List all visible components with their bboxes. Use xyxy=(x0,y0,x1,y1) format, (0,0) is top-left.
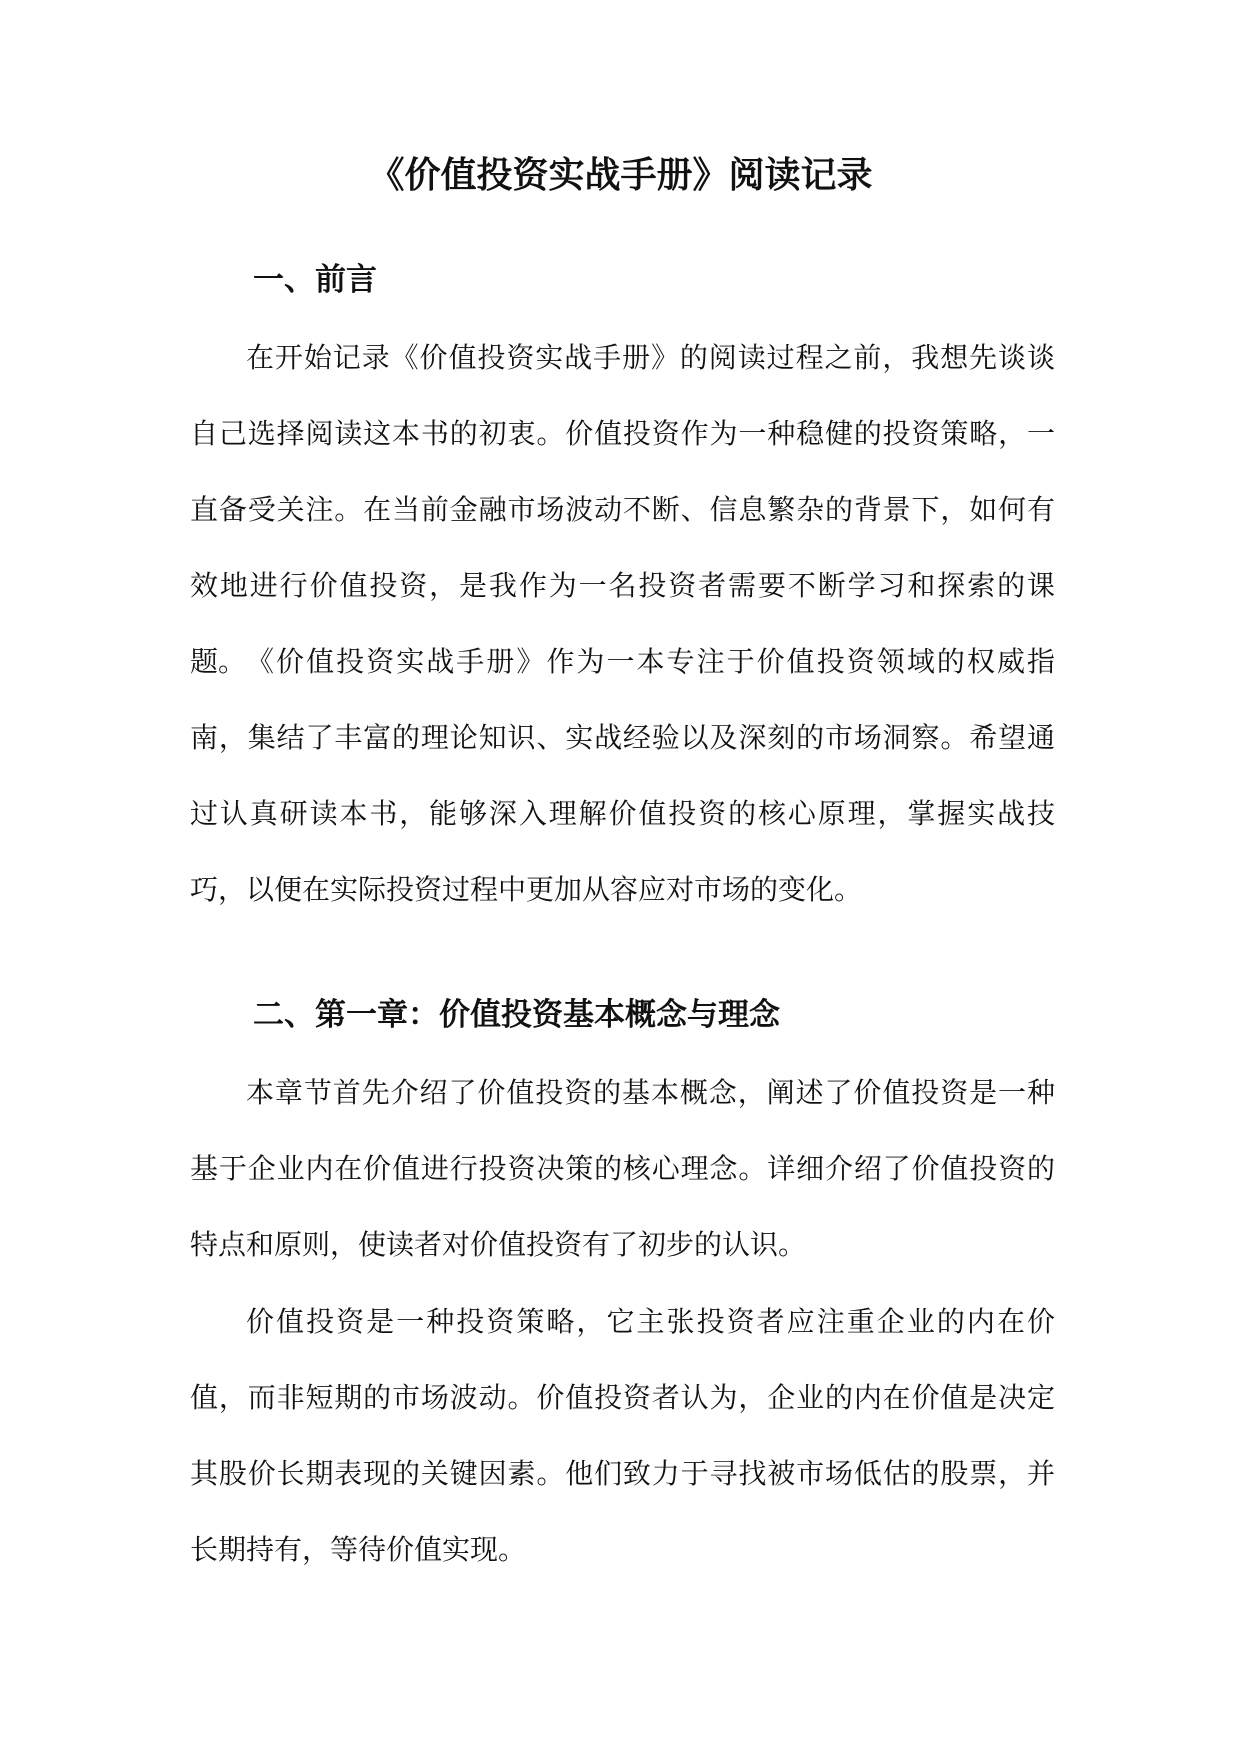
section-heading-chapter-one: 二、第一章：价值投资基本概念与理念 xyxy=(253,997,780,1033)
section-heading-preface: 一、前言 xyxy=(253,262,377,298)
paragraph: 本章节首先介绍了价值投资的基本概念，阐述了价值投资是一种基于企业内在价值进行投资决策的核心理念。详细介绍了价值投资的特点和原则，使读者对价值投资有了初步的认识。 xyxy=(190,1076,1055,1261)
paragraph: 《价值投资实战手册》作为一本专注于价值投资领域的权威指南，集结了丰富的理论知识、实战经验以及深刻的市场洞察。希望通过认真研读本书，能够深入理解价值投资的核心原理，掌握实战技巧，以便在实际投资过程中更加从容应对市场的变化。 xyxy=(190,645,1055,906)
document-title: 《价值投资实战手册》阅读记录 xyxy=(368,154,873,196)
paragraph: 价值投资是一种投资策略，它主张投资者应注重企业的内在价值，而非短期的市场波动。价值投资者认为，企业的内在价值是决定其股价长期表现的关键因素。他们致力于寻找被市场低估的股票，并长期持有，等待价值实现。 xyxy=(190,1305,1055,1566)
paragraph: 在开始记录《价值投资实战手册》的阅读过程之前，我想先谈谈自己选择阅读这本书的初衷。价值投资作为一种稳健的投资策略，一直备受关注。在当前金融市场波动不断、信息繁杂的背景下，如何有效地进行价值投资，是我作为一名投资者需要不断学习和探索的课题。 xyxy=(190,341,1055,678)
